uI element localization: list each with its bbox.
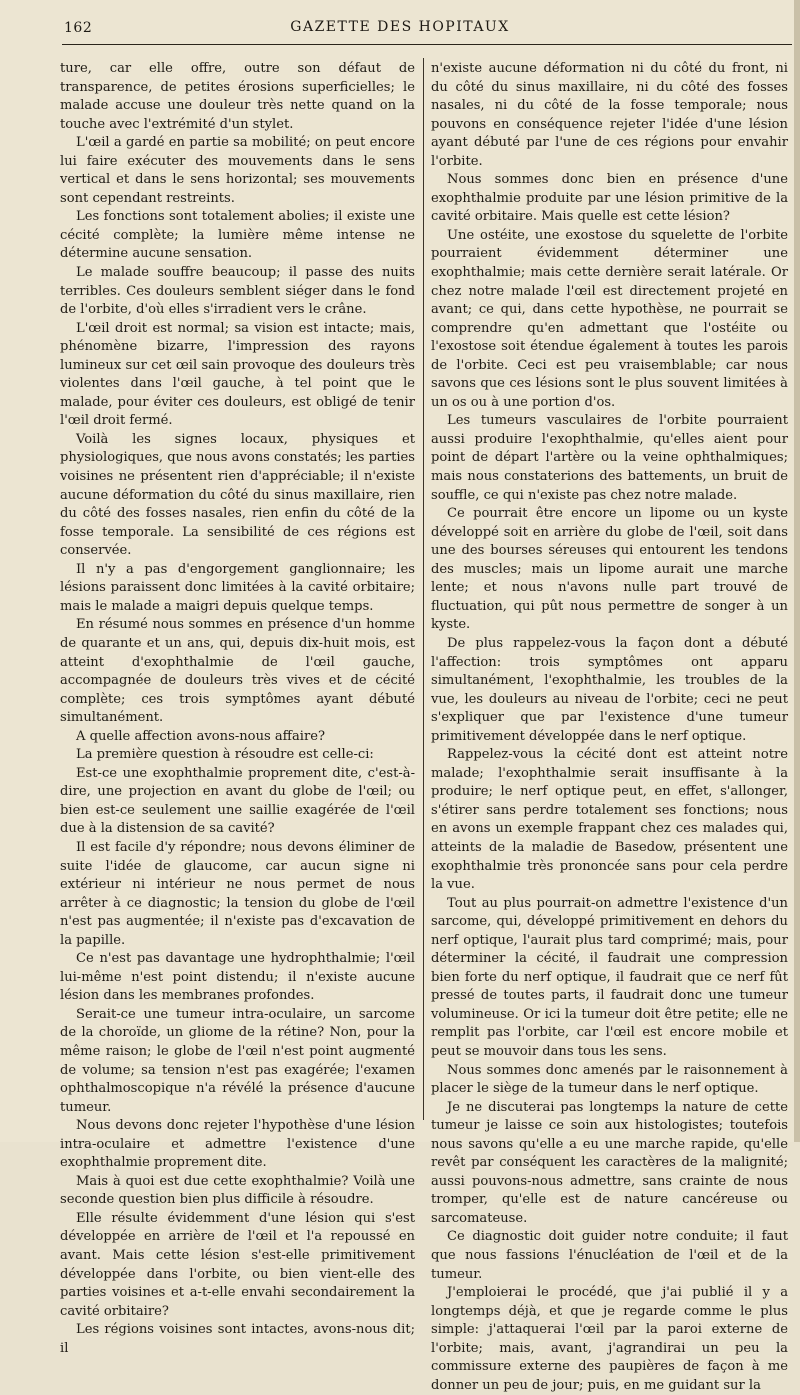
page-number: 162	[64, 20, 93, 36]
paragraph: n'existe aucune déformation ni du côté du front, ni du côté du sinus maxillaire, ni du côté des fosses nasales, ni du côté de la fosse temporale; nous pouvons en conséquence rejeter l'idée d'une lésion ayant débuté par l'une de ces régions pour envahir l'orbite.	[431, 61, 788, 169]
header-rule	[62, 44, 792, 45]
paragraph: Nous sommes donc amenés par le raisonnement à placer le siège de la tumeur dans le nerf optique.	[431, 1062, 788, 1097]
journal-title: GAZETTE DES HOPITAUX	[290, 19, 510, 35]
paragraph: Rappelez-vous la cécité dont est atteint notre malade; l'exophthalmie serait insuffisante à la produire; le nerf optique peut, en effet, s'allonger, s'étirer sans perdre totalement ses fonctions; nous en avons un exemple frappant chez ces malades qui, atteints de la maladie de Basedow, présentent une exophthalmie très prononcée sans pour cela perdre la vue.	[431, 747, 788, 893]
paragraph: L'œil a gardé en partie sa mobilité; on peut encore lui faire exécuter des mouvements dans le sens vertical et dans le sens horizontal; ses mouvements sont cependant restreints.	[60, 135, 415, 206]
right-column	[431, 60, 788, 1393]
column-divider	[423, 58, 424, 1120]
paragraph: Nous devons donc rejeter l'hypothèse d'une lésion intra-oculaire et admettre l'existence d'une exophthalmie proprement dite.	[60, 1118, 415, 1171]
paragraph: Ce n'est pas davantage une hydrophthalmie; l'œil lui-même n'est point distendu; il n'existe aucune lésion dans les membranes profondes.	[60, 951, 415, 1004]
paragraph: A quelle affection avons-nous affaire?	[76, 728, 326, 744]
paragraph: Les tumeurs vasculaires de l'orbite pourraient aussi produire l'exophthalmie, qu'elles aient pour point de départ l'artère ou la veine ophthalmiques; mais nous constaterions des battements, un bruit de souffle, ce qui n'existe pas chez notre malade.	[431, 413, 788, 503]
paragraph: De plus rappelez-vous la façon dont a débuté l'affection: trois symptômes ont apparu simultanément, l'exophthalmie, les troubles de la vue, les douleurs au niveau de l'orbite; ceci ne peut s'expliquer que par l'existence d'une tumeur primitivement développée dans le nerf optique.	[431, 635, 788, 744]
paragraph: Elle résulte évidemment d'une lésion qui s'est développée en arrière de l'œil et l'a repoussé en avant. Mais cette lésion s'est-elle primitivement développée dans l'orbite, ou bien vient-elle des parties voisines et a-t-elle envahi secondairement la cavité orbitaire?	[60, 1210, 415, 1319]
page-header	[0, 0, 800, 48]
paragraph: Ce pourrait être encore un lipome ou un kyste développé soit en arrière du globe de l'œil, soit dans une des bourses séreuses qui entourent les tendons des muscles; mais un lipome aurait une marche lente; et nous n'avons nulle part trouvé de fluctuation, qui pût nous permettre de songer à un kyste.	[431, 506, 788, 633]
paragraph: Ce diagnostic doit guider notre conduite; il faut que nous fassions l'énucléation de l'œil et de la tumeur.	[431, 1229, 788, 1282]
left-column	[60, 60, 415, 1356]
paragraph: Une ostéite, une exostose du squelette de l'orbite pourraient évidemment déterminer une exophthalmie; mais cette dernière serait latérale. Or chez notre malade l'œil est directement projeté en avant; ce qui, dans cette hypothèse, ne pourrait se comprendre qu'en admettant que l'ostéite ou l'exostose soit étendue également à toutes les parois de l'orbite. Ceci est peu vraisemblable; car nous savons que ces lésions sont le plus souvent limitées à un os ou à une portion d'os.	[431, 227, 788, 410]
paragraph: Nous sommes donc bien en présence d'une exophthalmie produite par une lésion primitive de la cavité orbitaire. Mais quelle est cette lésion?	[431, 172, 788, 225]
page-edge	[794, 0, 800, 1142]
paragraph: La première question à résoudre est celle-ci:	[76, 747, 374, 763]
paragraph: Les fonctions sont totalement abolies; il existe une cécité complète; la lumière même intense ne détermine aucune sensation.	[60, 209, 415, 262]
paragraph: Le malade souffre beaucoup; il passe des nuits terribles. Ces douleurs semblent siéger dans le fond de l'orbite, d'où elles s'irradient vers le crâne.	[60, 265, 415, 318]
paragraph: Il est facile d'y répondre; nous devons éliminer de suite l'idée de glaucome, car aucun signe ni extérieur ni intérieur ne nous permet de nous arrêter à ce diagnostic; la tension du globe de l'œil n'est pas augmentée; il n'existe pas d'excavation de la papille.	[60, 839, 415, 948]
paragraph: En résumé nous sommes en présence d'un homme de quarante et un ans, qui, depuis dix-huit mois, est atteint d'exophthalmie de l'œil gauche, accompagnée de douleurs très vives et de cécité complète; ces trois symptômes ayant débuté simultanément.	[60, 617, 415, 726]
paragraph: ture, car elle offre, outre son défaut de transparence, de petites érosions superficielles; le malade accuse une douleur très nette quand on la touche avec l'extrémité d'un stylet.	[60, 61, 415, 132]
paragraph: L'œil droit est normal; sa vision est intacte; mais, phénomène bizarre, l'impression des rayons lumineux sur cet œil sain provoque des douleurs très violentes dans l'œil gauche, à tel point que le malade, pour éviter ces douleurs, est obligé de tenir l'œil droit fermé.	[60, 320, 415, 429]
paragraph: Est-ce une exophthalmie proprement dite, c'est-à-dire, une projection en avant du globe de l'œil; ou bien est-ce seulement une saillie exagérée de l'œil due à la distension de sa cavité?	[60, 765, 415, 837]
paragraph: Tout au plus pourrait-on admettre l'existence d'un sarcome, qui, développé primitivement en dehors du nerf optique, l'aurait plus tard comprimé; mais, pour déterminer la cécité, il faudrait une compression bien forte du nerf optique, il faudrait que ce nerf fût pressé de toutes parts, il faudrait donc une tumeur volumineuse. Or ici la tumeur doit être petite; elle ne remplit pas l'orbite, car l'œil est encore mobile et peut se mouvoir dans tous les sens.	[431, 895, 788, 1059]
paragraph: Voilà les signes locaux, physiques et physiologiques, que nous avons constatés; les parties voisines ne présentent rien d'appréciable; il n'existe aucune déformation du côté du sinus maxillaire, rien du côté des fosses nasales, rien enfin du côté de la fosse temporale. La sensibilité de ces régions est conservée.	[60, 431, 415, 559]
paragraph: Les régions voisines sont intactes, avons-nous dit; il	[60, 1322, 415, 1356]
paragraph: J'emploierai le procédé, que j'ai publié il y a longtemps déjà, et que je regarde comme le plus simple: j'attaquerai l'œil par la paroi externe de l'orbite; mais, avant, j'agrandirai un peu la commissure externe des paupières de façon à me donner un peu de jour; puis, en me guidant sur la	[431, 1285, 788, 1393]
paragraph: Serait-ce une tumeur intra-oculaire, un sarcome de la choroïde, un gliome de la rétine? Non, pour la même raison; le globe de l'œil n'est point augmenté de volume; sa tension n'est pas exagérée; l'examen ophthalmoscopique n'a révélé la présence d'aucune tumeur.	[60, 1006, 415, 1115]
paragraph: Mais à quoi est due cette exophthalmie? Voilà une seconde question bien plus difficile à résoudre.	[60, 1173, 415, 1208]
paragraph: Je ne discuterai pas longtemps la nature de cette tumeur je laisse ce soin aux histologistes; toutefois nous savons qu'elle a eu une marche rapide, qu'elle revêt par conséquent les caractères de la malignité; aussi pouvons-nous admettre, sans crainte de nous tromper, qu'elle est de nature cancéreuse ou sarcomateuse.	[431, 1099, 788, 1226]
paragraph: Il n'y a pas d'engorgement ganglionnaire; les lésions paraissent donc limitées à la cavité orbitaire; mais le malade a maigri depuis quelque temps.	[60, 561, 415, 614]
